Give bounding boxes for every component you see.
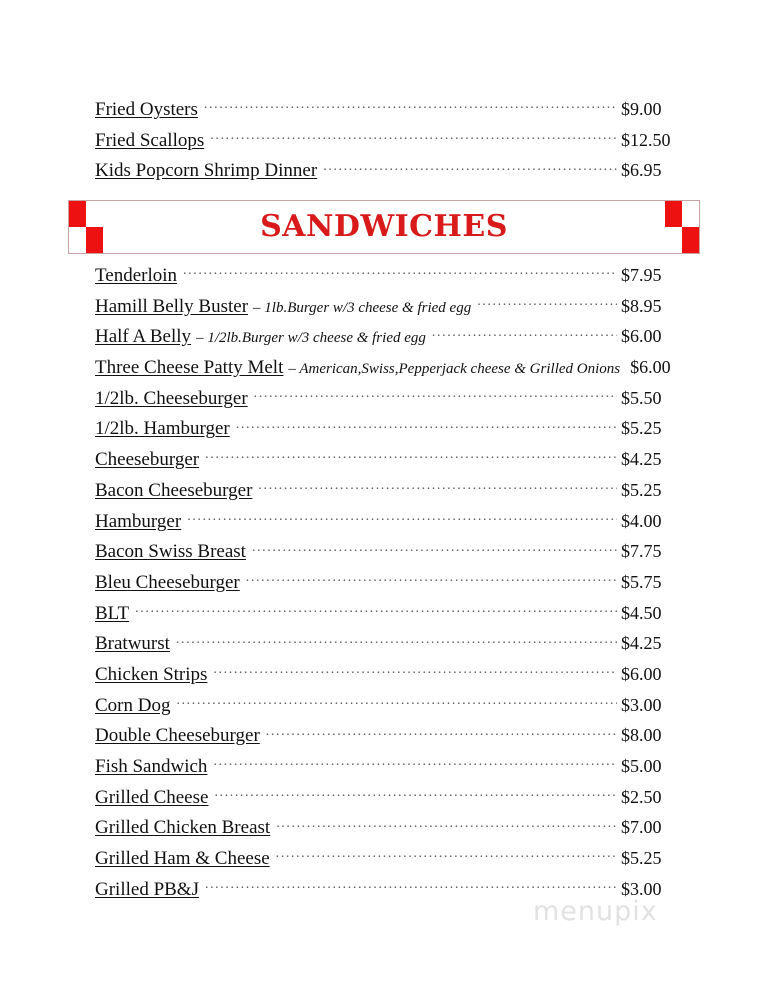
menu-item-price: $5.00	[621, 756, 662, 776]
menu-item-row	[95, 323, 673, 354]
menu-item-name: Half A Belly	[95, 326, 192, 348]
checker-cell	[665, 227, 682, 253]
menu-item-name: Hamill Belly Buster	[95, 295, 249, 317]
menu-item-price: $8.95	[621, 295, 662, 316]
menu-item-row	[95, 385, 673, 416]
menu-item-price: $7.75	[621, 541, 662, 562]
menu-item-price: $3.00	[621, 694, 662, 715]
menu-item-price: $9.00	[621, 99, 662, 119]
menu-item-price: $8.00	[621, 725, 662, 746]
dot-leader	[214, 784, 617, 803]
menu-item-name: Bacon Cheeseburger	[95, 479, 253, 501]
menu-item-name: 1/2lb. Hamburger	[95, 418, 230, 440]
menu-item-name: BLT	[95, 602, 130, 624]
dot-leader	[204, 96, 617, 115]
menu-item-row	[95, 845, 673, 876]
dot-leader	[246, 569, 617, 588]
menu-item-price: $6.00	[630, 357, 671, 378]
menu-item-description: – American,Swiss,Pepperjack cheese & Grilled Onions	[288, 361, 621, 378]
dot-leader	[432, 323, 617, 342]
menu-item-row	[95, 477, 673, 508]
seafood-item-list	[95, 96, 673, 188]
menu-item-price: $3.00	[621, 878, 662, 899]
menu-item-name: Tenderloin	[95, 265, 178, 286]
menu-item-row	[95, 508, 673, 539]
menu-item-price: $5.25	[621, 479, 662, 500]
dot-leader	[254, 385, 617, 404]
dot-leader	[213, 661, 617, 680]
menu-item-row	[95, 96, 673, 127]
dot-leader	[252, 538, 617, 557]
menu-item-name: Bratwurst	[95, 633, 170, 655]
menu-item-price: $6.00	[621, 663, 662, 684]
menu-item-name: Bacon Swiss Breast	[95, 541, 246, 563]
menu-item-price: $4.50	[621, 602, 662, 623]
dot-leader	[187, 508, 617, 527]
menu-item-price: $4.00	[621, 510, 662, 531]
menu-item-price: $6.00	[621, 326, 662, 347]
menu-item-row	[95, 127, 673, 158]
sandwiches-item-list	[95, 262, 673, 906]
menu-item-row	[95, 569, 673, 600]
dot-leader	[205, 446, 617, 465]
menu-item-name: Grilled Ham & Cheese	[95, 848, 270, 870]
menu-item-row	[95, 814, 673, 845]
menupix-watermark: menupix	[533, 896, 658, 927]
menu-item-row	[95, 354, 673, 385]
dot-leader	[477, 293, 617, 312]
menu-item-name: 1/2lb. Cheeseburger	[95, 387, 248, 409]
menu-item-row	[95, 157, 673, 188]
dot-leader	[135, 600, 617, 619]
checkerboard-right	[665, 201, 699, 253]
menu-item-name: Cheeseburger	[95, 449, 200, 471]
checker-cell	[682, 201, 699, 227]
menu-item-name: Corn Dog	[95, 694, 171, 716]
dot-leader	[176, 630, 617, 649]
dot-leader	[176, 692, 617, 711]
dot-leader	[183, 262, 617, 281]
menu-item-row	[95, 661, 673, 692]
menu-item-name: Grilled Cheese	[95, 786, 209, 808]
menu-item-row	[95, 753, 673, 784]
menu-item-name: Grilled Chicken Breast	[95, 817, 271, 839]
menu-item-price: $12.50	[621, 129, 671, 150]
dot-leader	[276, 845, 617, 864]
menu-item-name: Three Cheese Patty Melt	[95, 357, 284, 379]
menu-item-price: $4.25	[621, 633, 662, 654]
menu-item-row	[95, 600, 673, 631]
menu-item-price: $6.95	[621, 160, 662, 181]
menu-item-row	[95, 262, 673, 293]
menu-item-price: $7.00	[621, 817, 662, 838]
menu-item-name: Chicken Strips	[95, 663, 208, 685]
menu-item-price: $7.95	[621, 265, 662, 285]
menu-item-description: – 1/2lb.Burger w/3 cheese & fried egg	[196, 330, 426, 347]
menu-item-price: $2.50	[621, 786, 662, 807]
checker-cell	[682, 227, 699, 253]
dot-leader	[213, 753, 617, 772]
menu-item-price: $4.25	[621, 449, 662, 470]
menu-item-row	[95, 784, 673, 815]
menu-item-name: Fried Scallops	[95, 129, 205, 151]
dot-leader	[323, 157, 617, 176]
menu-item-row	[95, 415, 673, 446]
menu-item-name: Fried Oysters	[95, 99, 198, 120]
menu-item-row	[95, 293, 673, 324]
checker-cell	[665, 201, 682, 227]
menu-item-price: $5.25	[621, 848, 662, 869]
section-banner-sandwiches	[68, 200, 700, 254]
dot-leader	[205, 876, 617, 895]
menu-item-row	[95, 630, 673, 661]
menu-item-price: $5.75	[621, 571, 662, 592]
dot-leader	[210, 127, 617, 146]
dot-leader	[276, 814, 617, 833]
menu-item-name: Double Cheeseburger	[95, 725, 260, 747]
menu-item-name: Hamburger	[95, 510, 182, 532]
menu-item-description: – 1lb.Burger w/3 cheese & fried egg	[253, 299, 472, 316]
menu-item-name: Bleu Cheeseburger	[95, 571, 240, 593]
dot-leader	[266, 722, 617, 741]
menu-item-price: $5.50	[621, 387, 662, 408]
section-title: SANDWICHES	[260, 209, 508, 244]
dot-leader	[258, 477, 617, 496]
menu-item-price: $5.25	[621, 418, 662, 439]
menu-item-row	[95, 692, 673, 723]
menu-item-row	[95, 722, 673, 753]
menu-item-row	[95, 538, 673, 569]
dot-leader	[236, 415, 617, 434]
menu-item-name: Fish Sandwich	[95, 756, 208, 777]
menu-item-name: Kids Popcorn Shrimp Dinner	[95, 160, 318, 182]
menu-item-row	[95, 446, 673, 477]
menu-item-name: Grilled PB&J	[95, 878, 199, 900]
